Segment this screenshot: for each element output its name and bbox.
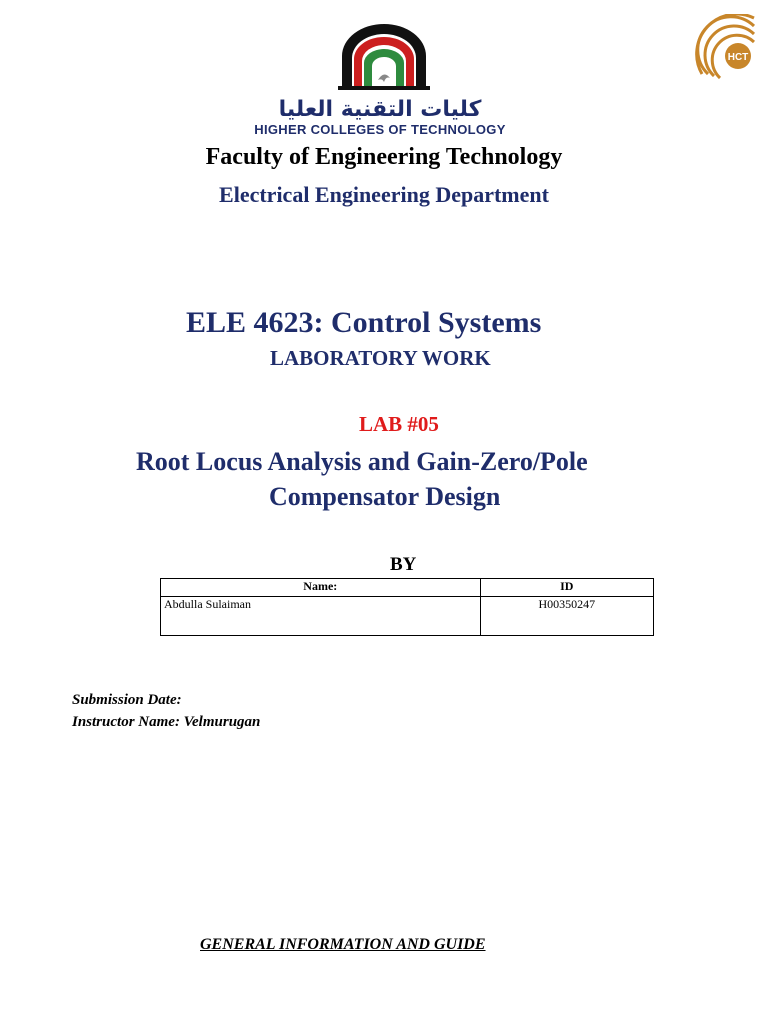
hct-emblem-logo xyxy=(338,22,430,90)
hct-corner-logo xyxy=(694,14,760,84)
student-table xyxy=(160,578,654,636)
student-name-cell: Abdulla Sulaiman xyxy=(161,597,481,636)
hct-arabic-name: كليات التقنية العليا xyxy=(278,97,482,122)
faculty-heading: Faculty of Engineering Technology xyxy=(205,144,563,170)
department-heading: Electrical Engineering Department xyxy=(219,182,549,207)
submission-date-label: Submission Date: xyxy=(72,692,182,708)
instructor-line xyxy=(72,714,260,731)
instructor-value: : Velmurugan xyxy=(174,714,261,730)
lab-number: LAB #05 xyxy=(359,412,439,436)
course-title: ELE 4623: Control Systems xyxy=(186,306,542,339)
name-column-header: Name: xyxy=(161,579,481,597)
by-label: BY xyxy=(390,554,417,575)
lab-title-line1: Root Locus Analysis and Gain-Zero/Pole xyxy=(136,447,588,476)
hct-logo-text: HCT xyxy=(727,52,749,63)
course-subtitle: LABORATORY WORK xyxy=(270,346,491,370)
instructor-label: Instructor Name xyxy=(72,714,175,730)
lab-title-line2: Compensator Design xyxy=(269,482,501,511)
student-id-cell: H00350247 xyxy=(480,597,653,636)
id-column-header: ID xyxy=(480,579,653,597)
general-info-heading: GENERAL INFORMATION AND GUIDE xyxy=(200,936,486,953)
hct-english-name: HIGHER COLLEGES OF TECHNOLOGY xyxy=(254,122,506,137)
table-row xyxy=(161,597,654,636)
table-header-row xyxy=(161,579,654,597)
